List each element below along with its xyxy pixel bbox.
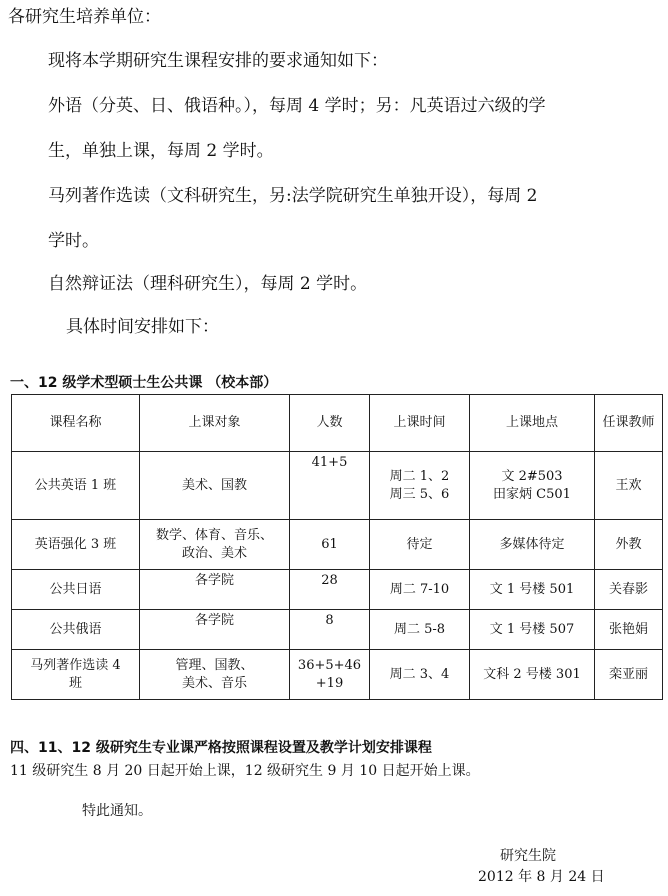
cell-target: 各学院 (140, 610, 290, 650)
cell-course: 马列著作选读 4 班 (12, 650, 140, 700)
cell-course: 公共英语 1 班 (12, 452, 140, 520)
cell-place: 多媒体待定 (470, 520, 595, 570)
closing: 特此通知。 (82, 803, 152, 819)
cell-time: 周二 7-10 (370, 570, 470, 610)
cell-time: 待定 (370, 520, 470, 570)
intro-line: 现将本学期研究生课程安排的要求通知如下： (48, 51, 388, 71)
cell-teacher: 栾亚丽 (595, 650, 663, 700)
foreign-language-line-1: 外语（分英、日、俄语种。），每周 4 学时；另：凡英语过六级的学 (48, 96, 546, 116)
marxism-line-2: 学时。 (48, 231, 99, 251)
cell-target: 美术、国教 (140, 452, 290, 520)
signature-date: 2012 年 8 月 24 日 (478, 869, 605, 885)
cell-teacher: 关春影 (595, 570, 663, 610)
schedule-line: 具体时间安排如下： (66, 317, 219, 337)
cell-count: 36+5+46 +19 (290, 650, 370, 700)
cell-target: 各学院 (140, 570, 290, 610)
salutation: 各研究生培养单位： (8, 7, 161, 27)
cell-place: 文 1 号楼 507 (470, 610, 595, 650)
cell-course: 公共日语 (12, 570, 140, 610)
cell-place: 文 2#503 田家炳 C501 (470, 452, 595, 520)
cell-teacher: 王欢 (595, 452, 663, 520)
table-row (12, 520, 663, 570)
cell-course: 公共俄语 (12, 610, 140, 650)
table-body (12, 452, 663, 700)
cell-count: 28 (290, 570, 370, 610)
cell-place: 文科 2 号楼 301 (470, 650, 595, 700)
cell-time: 周二 5-8 (370, 610, 470, 650)
header-target: 上课对象 (140, 395, 290, 452)
cell-time: 周二 3、4 (370, 650, 470, 700)
section-4-text: 11 级研究生 8 月 20 日起开始上课，12 级研究生 9 月 10 日起开始上课。 (10, 763, 480, 779)
table-header-row (12, 395, 663, 452)
table-row (12, 610, 663, 650)
foreign-language-line-2: 生，单独上课，每周 2 学时。 (48, 141, 274, 161)
cell-teacher: 外教 (595, 520, 663, 570)
course-table (11, 394, 663, 700)
cell-target: 管理、国教、 美术、音乐 (140, 650, 290, 700)
header-course: 课程名称 (12, 395, 140, 452)
cell-course: 英语强化 3 班 (12, 520, 140, 570)
table-row (12, 570, 663, 610)
cell-count: 41+5 (290, 452, 370, 520)
cell-count: 61 (290, 520, 370, 570)
cell-time: 周二 1、2 周三 5、6 (370, 452, 470, 520)
header-count: 人数 (290, 395, 370, 452)
cell-target: 数学、体育、音乐、 政治、美术 (140, 520, 290, 570)
dialectics-line: 自然辩证法（理科研究生），每周 2 学时。 (48, 274, 368, 294)
section-1-title: 一、12 级学术型硕士生公共课 （校本部） (10, 375, 278, 391)
table-row (12, 452, 663, 520)
header-time: 上课时间 (370, 395, 470, 452)
cell-teacher: 张艳娟 (595, 610, 663, 650)
cell-place: 文 1 号楼 501 (470, 570, 595, 610)
signature-org: 研究生院 (500, 848, 556, 864)
marxism-line-1: 马列著作选读（文科研究生，另:法学院研究生单独开设），每周 2 (48, 186, 538, 206)
section-4-title: 四、11、12 级研究生专业课严格按照课程设置及教学计划安排课程 (10, 740, 432, 756)
header-place: 上课地点 (470, 395, 595, 452)
cell-count: 8 (290, 610, 370, 650)
header-teacher: 任课教师 (595, 395, 663, 452)
table-row (12, 650, 663, 700)
